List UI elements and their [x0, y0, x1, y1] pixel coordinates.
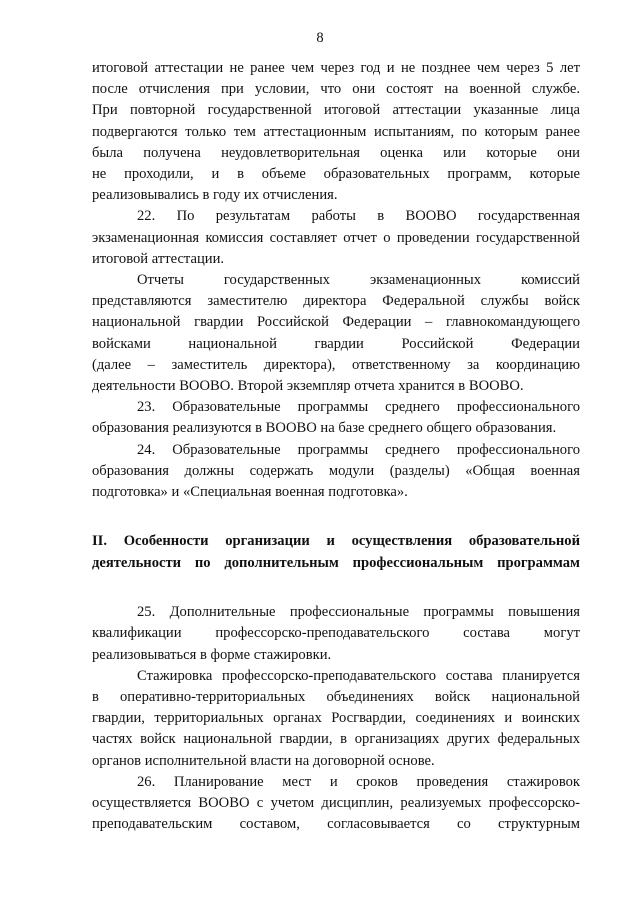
text-line: 24. Образовательные программы среднего профессионального — [137, 441, 580, 458]
text-line: 25. Дополнительные профессиональные программы повышения — [137, 604, 580, 621]
text-line: (далее – заместитель директора), ответственному за координацию — [92, 356, 580, 373]
text-line: войсками национальной гвардии Российской Федерации — [92, 335, 580, 352]
paragraph — [92, 440, 580, 504]
text-line: преподавательским составом, согласовывается со структурным — [92, 816, 580, 833]
text-line: после отчисления при условии, что они состоят на военной службе. — [92, 81, 580, 98]
text-line: квалификации профессорско-преподавательского состава могут — [92, 625, 580, 642]
page-number: 8 — [316, 30, 324, 46]
heading-line: II. Особенности организации и осуществления образовательной — [92, 533, 580, 550]
text-line: итоговой аттестации не ранее чем через год и не позднее чем через 5 лет — [92, 60, 580, 76]
text-line: в оперативно-территориальных объединениях войск национальной — [92, 689, 580, 706]
text-line: Отчеты государственных экзаменационных комиссий — [137, 272, 580, 289]
text-line: деятельности ВООВО. Второй экземпляр отчета хранится в ВООВО. — [92, 378, 524, 395]
paragraph — [92, 58, 580, 206]
section-2-paragraphs — [92, 602, 580, 835]
text-line: реализовывались в году их отчисления. — [92, 187, 338, 204]
text-line: представляются заместителю директора Федеральной службы войск — [92, 293, 580, 310]
text-line: реализовываться в форме стажировки. — [92, 646, 332, 663]
text-line: экзаменационная комиссия составляет отчет о проведении государственной — [92, 229, 580, 246]
paragraph — [92, 772, 580, 836]
text-line: гвардии, территориальных органах Росгвардии, соединениях и воинских — [92, 710, 580, 727]
section-heading — [92, 531, 580, 574]
text-line: не проходили, и в объеме образовательных программ, которые — [92, 166, 580, 183]
paragraph — [92, 666, 580, 772]
text-line: образования должны содержать модули (разделы) «Общая военная — [92, 462, 580, 479]
paragraph — [92, 206, 580, 270]
paragraph — [92, 270, 580, 397]
text-line: образования реализуются в ВООВО на базе среднего общего образования. — [92, 420, 557, 437]
section-1-paragraphs — [92, 58, 580, 503]
paragraph — [92, 397, 580, 439]
text-line: органов исполнительной власти на договорной основе. — [92, 752, 435, 769]
heading-line: деятельности по дополнительным профессиональным программам — [92, 554, 580, 571]
text-line: частях войск национальной гвардии, в организациях других федеральных — [92, 731, 580, 748]
text-line: Стажировка профессорско-преподавательского состава планируется — [137, 667, 580, 684]
text-line: национальной гвардии Российской Федерации – главнокомандующего — [92, 314, 580, 331]
text-line: 26. Планирование мест и сроков проведения стажировок — [137, 773, 580, 790]
text-line: итоговой аттестации. — [92, 250, 225, 267]
text-line: подготовка» и «Специальная военная подготовка». — [92, 484, 408, 501]
text-line: 23. Образовательные программы среднего профессионального — [137, 399, 580, 416]
text-line: осуществляется ВООВО с учетом дисциплин, реализуемых профессорско- — [92, 795, 580, 812]
paragraph — [92, 602, 580, 666]
text-line: При повторной государственной итоговой аттестации указанные лица — [92, 102, 580, 119]
document-body — [92, 58, 580, 836]
text-line: подвергаются только тем аттестационным испытаниям, по которым ранее — [92, 123, 580, 140]
text-line: была получена неудовлетворительная оценка или которые они — [92, 144, 580, 161]
text-line: 22. По результатам работы в ВООВО государственная — [137, 208, 580, 225]
